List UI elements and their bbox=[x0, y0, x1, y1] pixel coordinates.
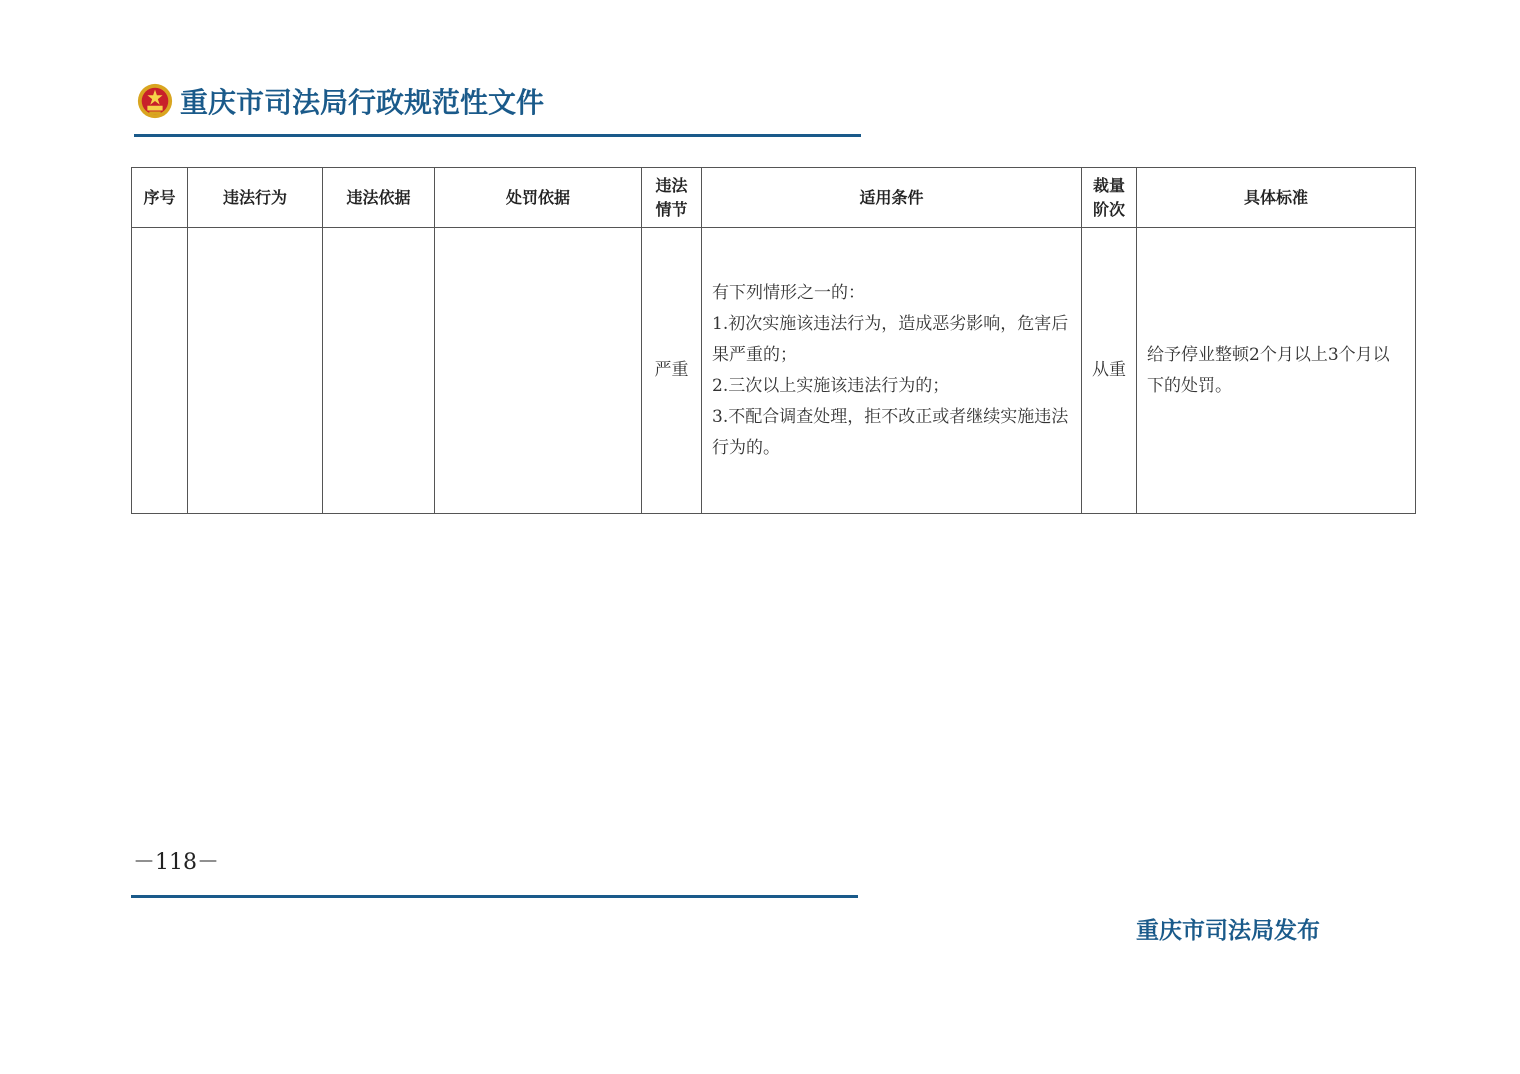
cell-conditions bbox=[702, 228, 1082, 514]
column-header-penalty-basis: 处罚依据 bbox=[435, 168, 642, 228]
page-number: －118－ bbox=[133, 850, 219, 875]
cell-legal-basis bbox=[323, 228, 435, 514]
page-header bbox=[136, 80, 544, 122]
column-header-index: 序号 bbox=[132, 168, 188, 228]
cell-standard: 给予停业整顿2个月以上3个月以下的处罚。 bbox=[1137, 228, 1416, 514]
document-header-title: 重庆市司法局行政规范性文件 bbox=[180, 86, 545, 119]
column-header-behavior: 违法行为 bbox=[188, 168, 323, 228]
cell-behavior bbox=[188, 228, 323, 514]
condition-line: 2.三次以上实施该违法行为的； bbox=[712, 375, 950, 396]
condition-line: 有下列情形之一的： bbox=[712, 282, 865, 303]
column-header-discretion-level: 裁量 阶次 bbox=[1082, 168, 1137, 228]
condition-line: 1.初次实施该违法行为，造成恶劣影响，危害后果严重的； bbox=[712, 313, 1069, 365]
footer-divider bbox=[131, 895, 858, 898]
table-row bbox=[132, 228, 1416, 514]
condition-line: 3.不配合调查处理，拒不改正或者继续实施违法行为的。 bbox=[712, 406, 1069, 458]
cell-circumstance: 严重 bbox=[642, 228, 702, 514]
column-header-circumstance: 违法 情节 bbox=[642, 168, 702, 228]
table-header-row bbox=[132, 168, 1416, 228]
header-divider bbox=[134, 134, 861, 137]
cell-penalty-basis bbox=[435, 228, 642, 514]
column-header-conditions: 适用条件 bbox=[702, 168, 1082, 228]
national-emblem-icon bbox=[136, 82, 174, 120]
column-header-legal-basis: 违法依据 bbox=[323, 168, 435, 228]
cell-discretion-level: 从重 bbox=[1082, 228, 1137, 514]
publisher-label: 重庆市司法局发布 bbox=[1136, 917, 1320, 944]
cell-index bbox=[132, 228, 188, 514]
column-header-standard: 具体标准 bbox=[1137, 168, 1416, 228]
penalty-standards-table bbox=[131, 167, 1416, 514]
